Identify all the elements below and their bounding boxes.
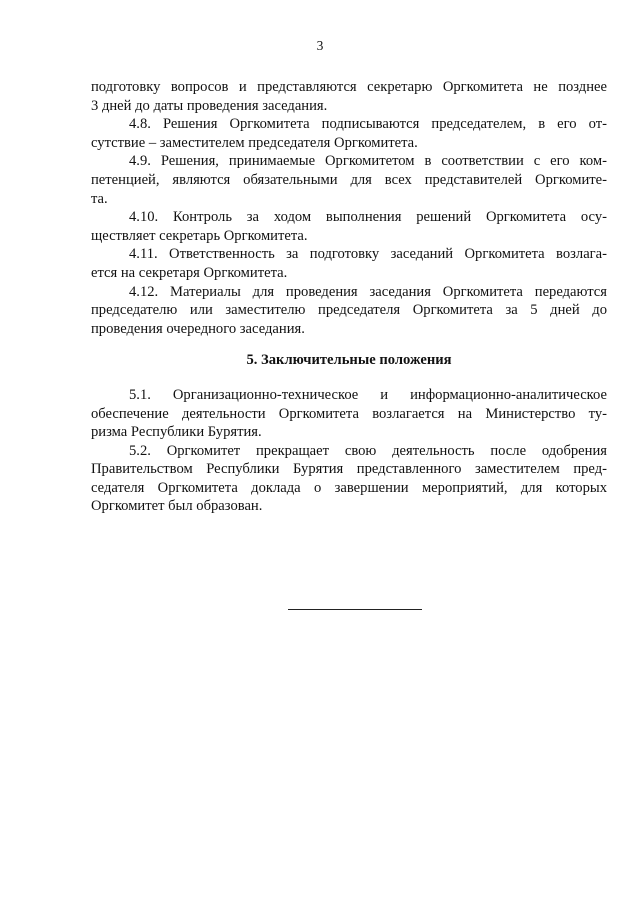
text-line: та. — [91, 190, 108, 207]
text-line: 3 дней до даты проведения заседания. — [91, 97, 328, 114]
text-line: 4.9. Решения, принимаемые Оргкомитетом в соответствии с его ком- — [129, 153, 607, 170]
text-line: седателя Оргкомитета доклада о завершении мероприятий, для которых — [91, 479, 607, 496]
text-line: ется на секретаря Оргкомитета. — [91, 264, 288, 281]
text-line: 5.2. Оргкомитет прекращает свою деятельность после одобрения — [129, 442, 607, 459]
text-line: Оргкомитет был образован. — [91, 498, 263, 515]
text-line: ществляет секретарь Оргкомитета. — [91, 227, 308, 244]
page-number: 3 — [316, 38, 324, 53]
section-5-body — [91, 386, 607, 516]
text-line: 4.10. Контроль за ходом выполнения решений Оргкомитета осу- — [129, 209, 607, 226]
section-4-paragraph — [91, 283, 607, 339]
section-heading: 5. Заключительные положения — [246, 352, 452, 369]
text-line: председателю или заместителю председателя Оргкомитета за 5 дней до — [91, 302, 607, 319]
text-line: 5.1. Организационно-техническое и информационно-аналитическое — [129, 386, 607, 403]
section-4-paragraph — [91, 245, 607, 282]
text-line: проведения очередного заседания. — [91, 320, 305, 337]
section-5-paragraph — [91, 442, 607, 516]
section-5-paragraph — [91, 386, 607, 442]
text-line: сутствие – заместителем председателя Оргкомитета. — [91, 134, 418, 151]
section-4-paragraph — [91, 115, 607, 152]
section-4-paragraph — [91, 78, 607, 115]
text-line: Правительством Республики Бурятия представленного заместителем пред- — [91, 461, 607, 478]
text-line: обеспечение деятельности Оргкомитета возлагается на Министерство ту- — [91, 405, 607, 422]
end-separator-line — [288, 609, 422, 610]
text-line: ризма Республики Бурятия. — [91, 424, 262, 441]
text-line: 4.11. Ответственность за подготовку заседаний Оргкомитета возлага- — [129, 246, 607, 263]
section-4-paragraph — [91, 208, 607, 245]
text-line: 4.12. Материалы для проведения заседания Оргкомитета передаются — [129, 283, 607, 300]
section-4-paragraph — [91, 152, 607, 208]
section-4-continuation — [91, 78, 607, 338]
text-line: петенцией, являются обязательными для всех представителей Оргкомите- — [91, 171, 607, 188]
text-line: 4.8. Решения Оргкомитета подписываются председателем, в его от- — [129, 116, 607, 133]
text-line: подготовку вопросов и представляются секретарю Оргкомитета не позднее — [91, 79, 607, 95]
document-body — [91, 78, 607, 516]
